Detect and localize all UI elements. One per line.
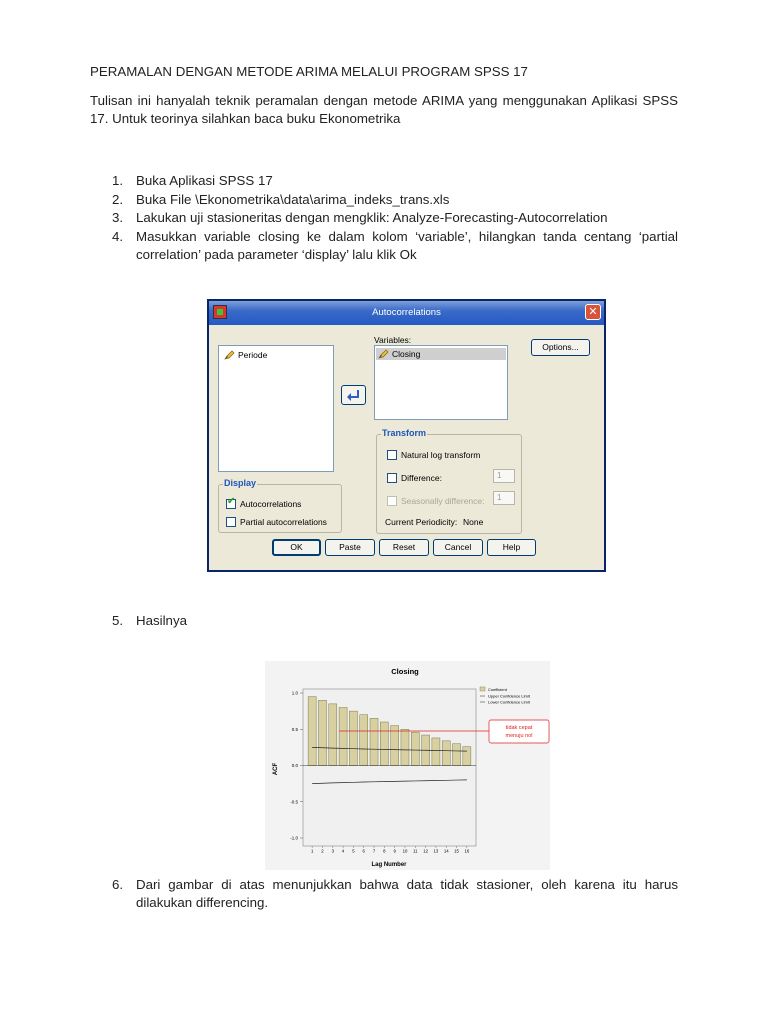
intro-paragraph: Tulisan ini hanyalah teknik peramalan dengan metode ARIMA yang menggunakan Aplikasi SPSS 17. Untuk teorinya silahkan baca buku Ekonometrika [90, 93, 678, 126]
reset-button[interactable]: Reset [379, 539, 429, 556]
cancel-button[interactable]: Cancel [433, 539, 483, 556]
dialog-titlebar[interactable] [209, 301, 604, 325]
x-tick-label: 6 [362, 848, 365, 854]
acf-bar [432, 738, 440, 766]
acf-chart-svg [265, 661, 550, 870]
annotation-line-1: tidak cepat [505, 725, 533, 731]
acf-bar [349, 711, 357, 765]
periodicity-value: None [463, 517, 484, 527]
transform-group [376, 428, 522, 534]
variables-label: Variables: [374, 335, 412, 345]
list-number: 1. [112, 173, 124, 188]
acf-bar [401, 729, 409, 765]
y-tick-label: -1.0 [290, 835, 298, 841]
close-icon[interactable]: ✕ [585, 304, 601, 320]
arrow-left-icon [342, 386, 365, 404]
pencil-icon [224, 350, 235, 360]
x-tick-label: 11 [413, 848, 418, 854]
acf-bar [411, 732, 419, 765]
periodicity-label: Current Periodicity: [385, 517, 458, 527]
x-tick-label: 2 [321, 848, 324, 854]
step-6-number: 6. [112, 877, 124, 892]
list-number: 4. [112, 228, 124, 244]
legend-swatch-coefficient [480, 687, 485, 691]
acf-bar [370, 718, 378, 765]
move-variable-button[interactable] [341, 385, 366, 405]
paste-button[interactable]: Paste [325, 539, 375, 556]
ok-button[interactable]: OK [272, 539, 321, 556]
acf-bar [308, 697, 316, 766]
x-tick-label: 14 [443, 848, 449, 854]
list-text: Buka Aplikasi SPSS 17 [136, 173, 273, 188]
step-6-text: Dari gambar di atas menunjukkan bahwa data tidak stasioner, oleh karena itu harus dilakukan differencing. [136, 877, 678, 910]
steps-list-a [90, 172, 678, 265]
acf-bar [329, 704, 337, 766]
x-tick-label: 4 [341, 848, 345, 854]
autocorrelations-label: Autocorrelations [240, 499, 302, 509]
autocorrelations-checkbox[interactable] [226, 496, 236, 509]
variables-item-label: Closing [392, 349, 421, 359]
x-tick-label: 8 [383, 848, 386, 854]
x-tick-label: 3 [331, 848, 334, 854]
legend-upper: Upper Confidence Limit [488, 693, 530, 699]
source-variable-list[interactable] [218, 345, 334, 472]
acf-bar [339, 708, 347, 766]
x-tick-label: 13 [433, 848, 439, 854]
difference-spinner[interactable]: 1 [493, 469, 515, 483]
x-tick-label: 16 [464, 848, 470, 854]
chart-title: Closing [391, 667, 419, 676]
legend-lower: Lower Confidence Limit [488, 699, 530, 705]
x-tick-label: 1 [310, 848, 314, 854]
acf-bar [380, 722, 388, 766]
annotation-line-2: menuju nol [505, 733, 533, 739]
difference-checkbox[interactable] [387, 473, 397, 483]
acf-bar [318, 700, 326, 765]
natural-log-checkbox[interactable] [387, 450, 397, 460]
acf-bar [442, 741, 450, 766]
natural-log-label: Natural log transform [401, 450, 481, 460]
variables-list[interactable] [374, 345, 508, 420]
document-title: PERAMALAN DENGAN METODE ARIMA MELALUI PROGRAM SPSS 17 [90, 64, 528, 79]
options-button[interactable]: Options... [531, 339, 590, 356]
acf-bar [391, 726, 399, 766]
pencil-icon [378, 349, 389, 359]
source-item-label: Periode [238, 350, 268, 360]
display-legend: Display [224, 478, 257, 488]
y-tick-label: 0.0 [291, 763, 298, 768]
seasonal-difference-label: Seasonally difference: [401, 496, 485, 506]
dialog-title: Autocorrelations [372, 307, 441, 318]
x-tick-label: 7 [372, 848, 376, 854]
step-5-number: 5. [112, 613, 124, 628]
list-number: 3. [112, 210, 124, 225]
y-tick-label: -0.5 [290, 799, 298, 805]
transform-legend: Transform [382, 428, 427, 438]
step-5-text: Hasilnya [136, 613, 187, 628]
list-item [90, 209, 678, 228]
x-tick-label: 9 [393, 848, 396, 854]
list-item [90, 172, 678, 191]
help-button[interactable]: Help [487, 539, 536, 556]
x-tick-label: 5 [352, 848, 355, 854]
source-item-periode[interactable] [222, 349, 269, 361]
check-icon: ✔ [227, 496, 236, 507]
partial-autocorrelations-label: Partial autocorrelations [240, 517, 327, 527]
autocorrelations-dialog [207, 299, 606, 572]
display-group [218, 478, 342, 533]
list-item [90, 228, 678, 265]
y-axis-label: ACF [273, 762, 279, 776]
legend-coefficient: Coefficient [488, 687, 507, 692]
list-number: 2. [112, 191, 124, 207]
acf-bar [463, 747, 471, 766]
acf-bar [360, 715, 368, 766]
seasonal-difference-checkbox[interactable] [387, 496, 397, 506]
list-text: Buka File \Ekonometrika\data\arima_indeks_trans.xls [136, 191, 450, 207]
x-tick-label: 15 [454, 848, 459, 854]
list-text: Lakukan uji stasioneritas dengan mengklik: Analyze-Forecasting-Autocorrelation [136, 210, 608, 225]
partial-autocorrelations-checkbox[interactable] [226, 517, 236, 527]
seasonal-difference-spinner[interactable]: 1 [493, 491, 515, 505]
y-tick-label: 1.0 [291, 690, 298, 696]
x-axis-label: Lag Number [371, 862, 407, 868]
difference-label: Difference: [401, 473, 442, 483]
annotation-box [489, 720, 549, 743]
x-tick-label: 12 [423, 848, 428, 854]
y-tick-label: 0.5 [291, 726, 298, 732]
variables-item-closing[interactable] [376, 348, 506, 360]
acf-chart [265, 661, 550, 870]
list-item [90, 191, 678, 210]
list-text: Masukkan variable closing ke dalam kolom ‘variable’, hilangkan tanda centang ‘partial correlation’ pada parameter ‘display’ lalu klik Ok [136, 228, 678, 262]
acf-bar [453, 744, 461, 766]
x-tick-label: 10 [402, 848, 408, 854]
